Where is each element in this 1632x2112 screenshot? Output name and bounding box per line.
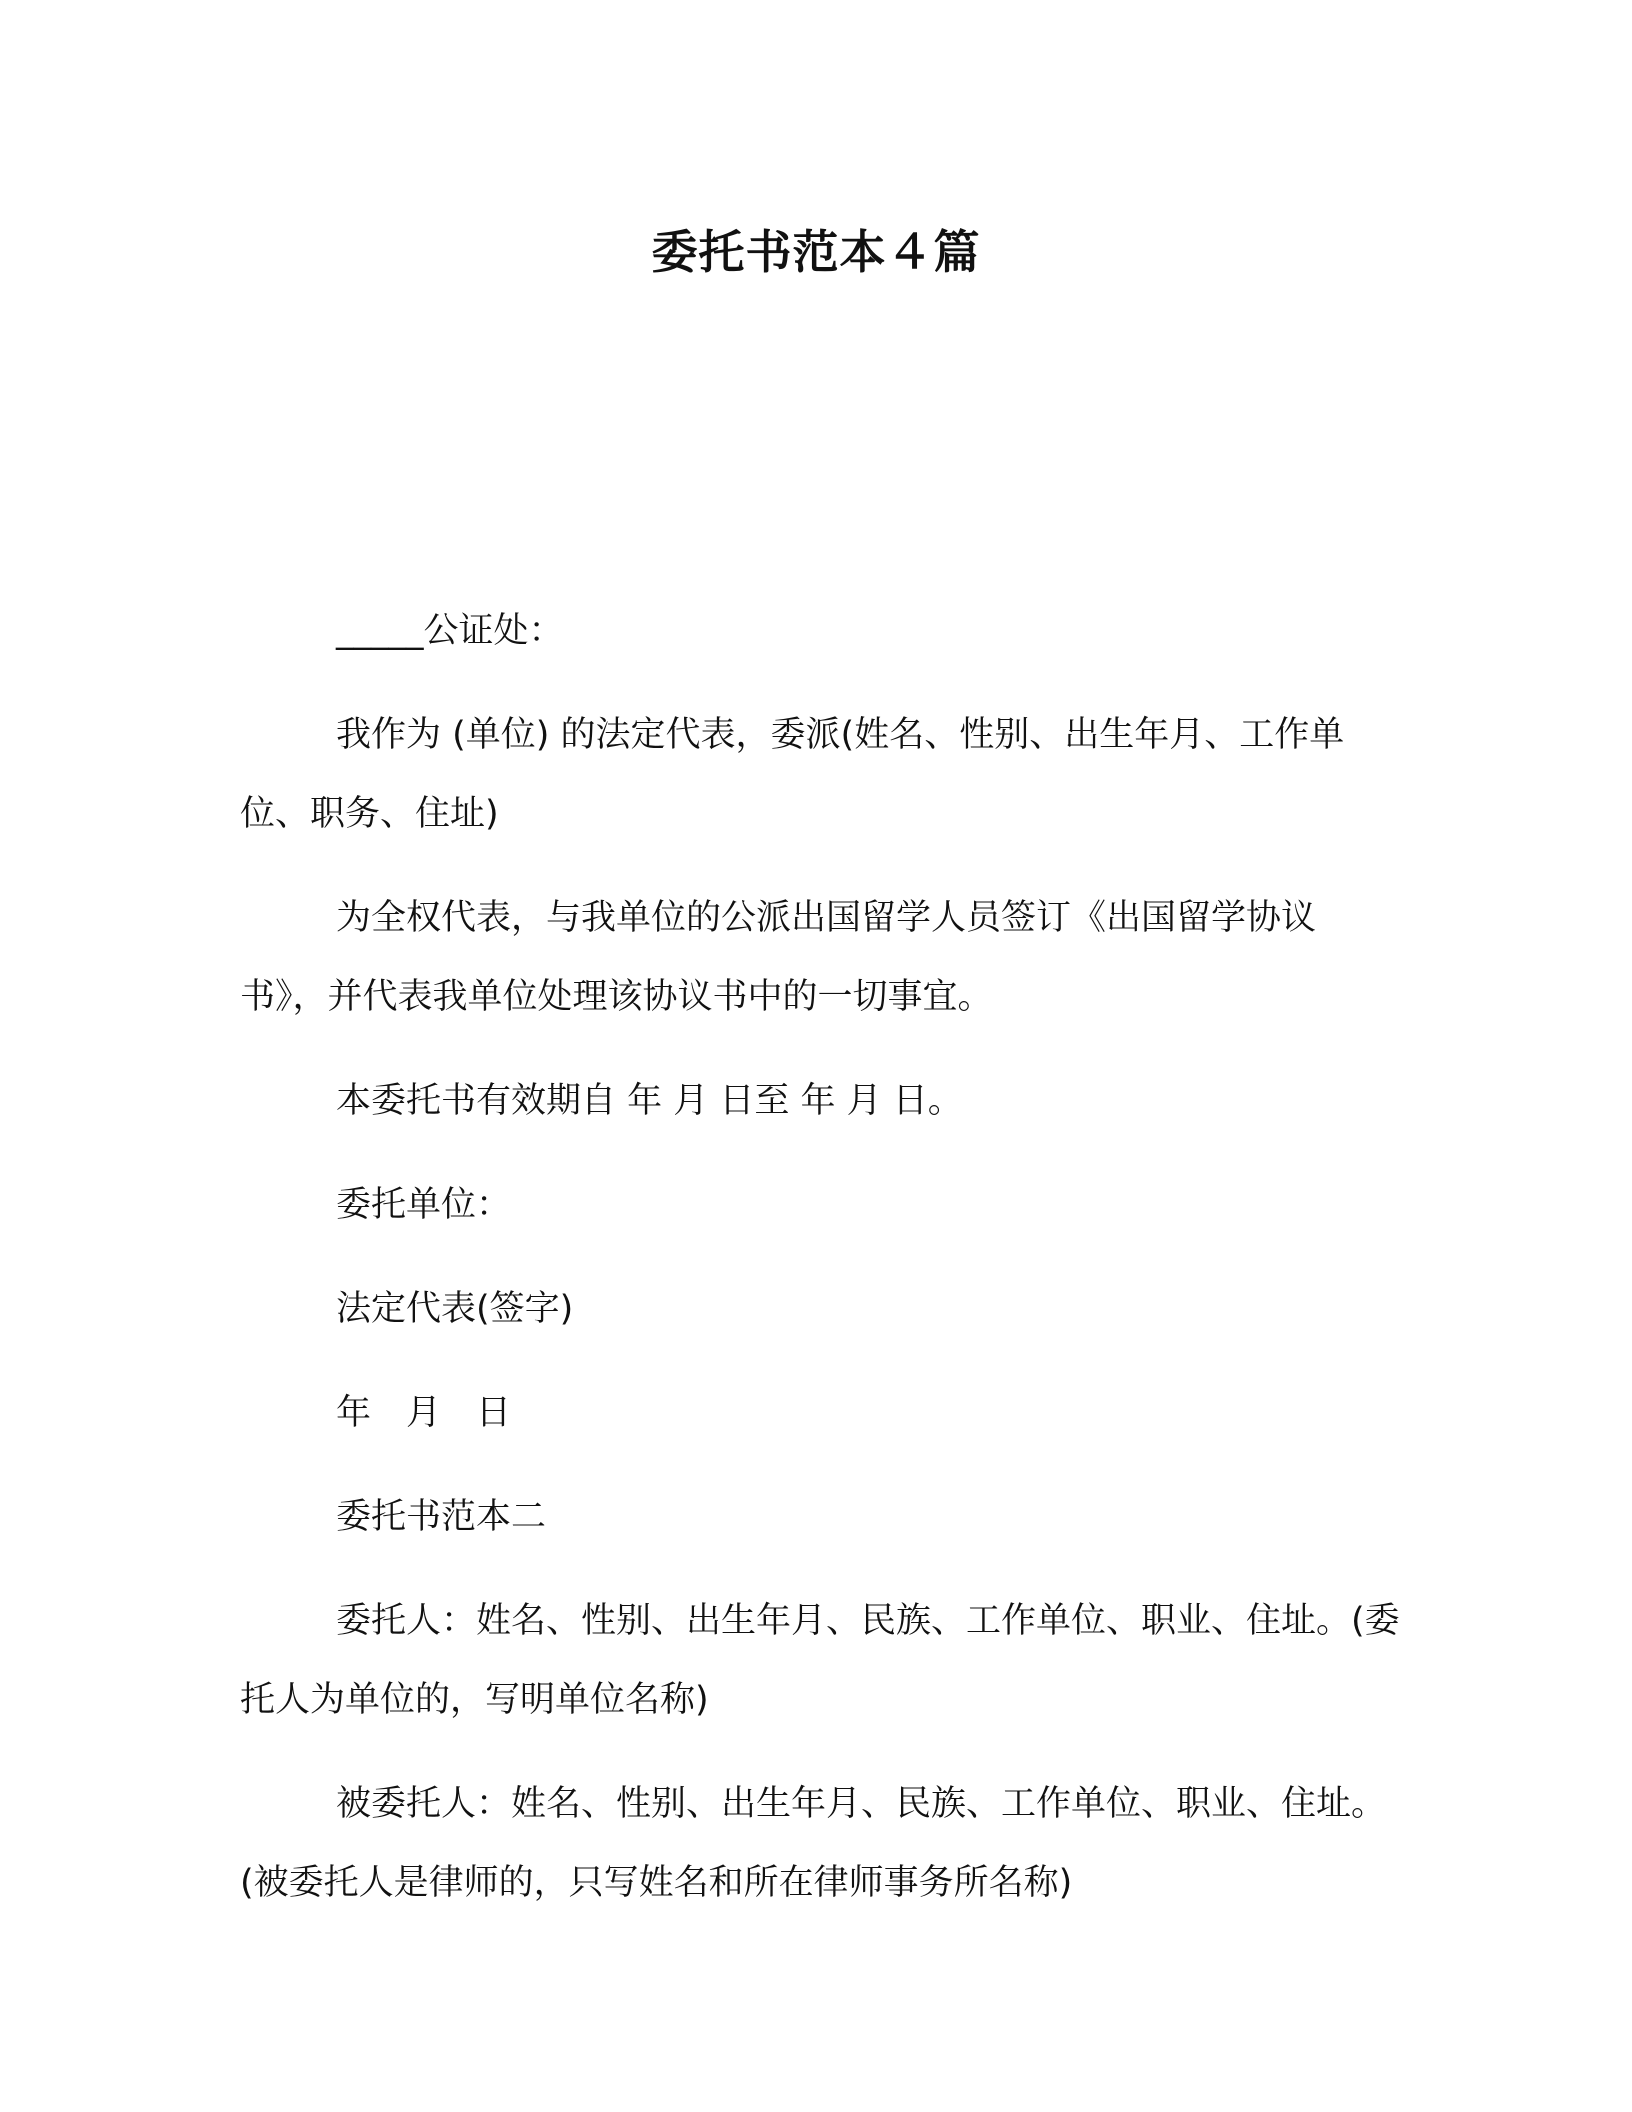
entrusting-unit-line: 委托单位： [336, 1185, 512, 1225]
date-line: 年 月 日 [336, 1393, 512, 1433]
legal-representative-signature-line: 法定代表(签字) [336, 1289, 574, 1329]
document-title: 委托书范本４篇 [651, 225, 981, 279]
sample-two-heading: 委托书范本二 [336, 1497, 547, 1537]
agent-paragraph: 被委托人：姓名、性别、出生年月、民族、工作单位、职业、住址。(被委托人是律师的，只写姓名和所在律师事务所名称) [240, 1784, 1387, 1903]
authority-paragraph: 为全权代表，与我单位的公派出国留学人员签订《出国留学协议书》，并代表我单位处理该协议书中的一切事宜。 [240, 898, 1317, 1017]
document-body [240, 592, 1400, 1948]
appointment-paragraph: 我作为 (单位) 的法定代表，委派(姓名、性别、出生年月、工作单位、职务、住址) [240, 715, 1345, 834]
principal-paragraph: 委托人：姓名、性别、出生年月、民族、工作单位、职业、住址。(委托人为单位的，写明单位名称) [240, 1601, 1400, 1720]
notary-office-line: _____公证处： [336, 611, 564, 651]
validity-paragraph: 本委托书有效期自 年 月 日至 年 月 日。 [336, 1081, 963, 1121]
